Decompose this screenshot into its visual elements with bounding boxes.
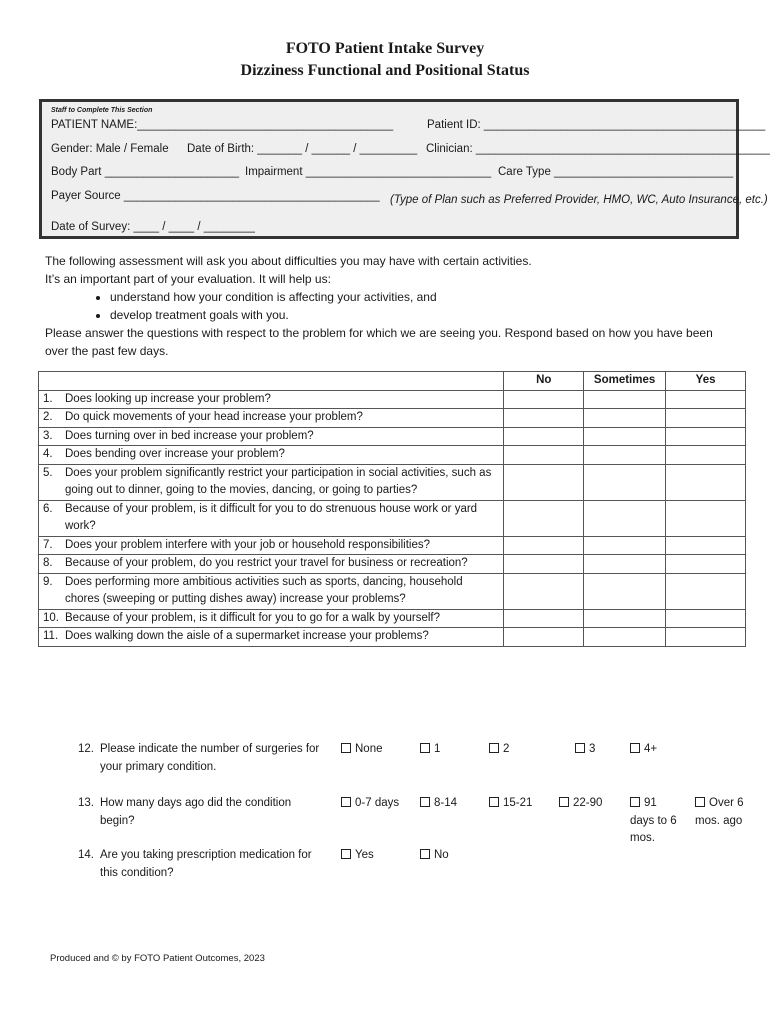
answer-cell-yes[interactable] [666,536,746,555]
impairment-field[interactable]: Impairment _____________________________ [245,166,492,178]
answer-cell-yes[interactable] [666,464,746,500]
instructions-bullet: • develop treatment goals with you. [110,306,725,324]
q12-option-3[interactable]: 3 [575,741,595,759]
table-row [39,464,746,500]
answer-cell-sometimes[interactable] [584,427,666,446]
question-14 [76,847,331,882]
staff-section-label: Staff to Complete This Section [51,107,153,114]
question-number: 4. [43,448,53,460]
answer-cell-yes[interactable] [666,427,746,446]
answer-cell-no[interactable] [504,536,584,555]
answer-cell-sometimes[interactable] [584,609,666,628]
table-row [39,446,746,465]
date-of-birth-field[interactable]: Date of Birth: _______ / ______ / _________ [187,143,418,155]
question-cell [39,464,504,500]
question-number: 7. [43,538,53,551]
table-row [39,409,746,428]
gender-field[interactable]: Gender: Male / Female [51,143,169,155]
answer-cell-no[interactable] [504,573,584,609]
payer-source-field[interactable]: Payer Source ________________________________________ [51,190,380,202]
question-cell [39,390,504,409]
table-header-row [39,372,746,391]
staff-section [39,99,770,239]
question-cell [39,409,504,428]
answer-cell-yes[interactable] [666,555,746,574]
clinician-field[interactable]: Clinician: ______________________________________________ [426,143,770,155]
question-text: Does walking down the aisle of a supermarket increase your problems? [65,630,429,642]
answer-cell-no[interactable] [504,628,584,647]
q12-option-2[interactable]: 2 [489,741,509,759]
answer-cell-no[interactable] [504,609,584,628]
answer-cell-no[interactable] [504,464,584,500]
table-row [39,427,746,446]
table-row [39,628,746,647]
question-number: 2. [43,411,53,423]
answer-cell-sometimes[interactable] [584,555,666,574]
checkbox-icon[interactable] [420,849,430,859]
question-cell [39,500,504,536]
q14-option-no[interactable]: No [420,847,449,865]
answer-cell-no[interactable] [504,409,584,428]
checkbox-icon[interactable] [489,797,499,807]
answer-cell-sometimes[interactable] [584,573,666,609]
question-text: How many days ago did the condition begin? [100,797,292,827]
answer-cell-sometimes[interactable] [584,500,666,536]
footer-copyright: Produced and © by FOTO Patient Outcomes, 2023 [50,953,265,964]
checkbox-icon[interactable] [420,743,430,753]
question-cell [39,555,504,574]
q12-option-none[interactable]: None [341,741,383,759]
care-type-field[interactable]: Care Type ____________________________ [498,166,734,178]
question-cell [39,609,504,628]
answer-cell-yes[interactable] [666,628,746,647]
checkbox-icon[interactable] [575,743,585,753]
q13-option-over-6-mos[interactable]: Over 6 mos. ago [695,797,744,827]
question-text: Does looking up increase your problem? [65,392,271,405]
answer-cell-no[interactable] [504,446,584,465]
question-number: 11. [43,630,59,642]
q13-option-22-90[interactable]: 22-90 [559,795,602,813]
instructions-line-1: The following assessment will ask you about difficulties you may have with certain activities. [45,254,532,268]
checkbox-icon[interactable] [489,743,499,753]
question-number: 5. [43,466,53,479]
checkbox-icon[interactable] [695,797,705,807]
table-row [39,573,746,609]
question-cell [39,536,504,555]
checkbox-icon[interactable] [341,849,351,859]
q13-option-8-14[interactable]: 8-14 [420,795,457,813]
no-column-header: No [504,372,584,391]
table-row [39,555,746,574]
answer-cell-no[interactable] [504,427,584,446]
answer-cell-no[interactable] [504,500,584,536]
form-title: FOTO Patient Intake Survey [285,40,485,57]
table-row [39,609,746,628]
q12-option-4plus[interactable]: 4+ [630,741,657,759]
answer-cell-yes[interactable] [666,573,746,609]
question-text: Please indicate the number of surgeries for your primary condition. [100,743,320,773]
sometimes-column-header: Sometimes [584,372,666,391]
question-number: 9. [43,575,53,588]
answer-cell-yes[interactable] [666,409,746,428]
table-row [39,390,746,409]
answer-cell-sometimes[interactable] [584,628,666,647]
q12-option-1[interactable]: 1 [420,741,440,759]
questionnaire-table [38,371,746,647]
q13-option-15-21[interactable]: 15-21 [489,795,532,813]
checkbox-icon[interactable] [341,743,351,753]
question-12 [76,741,331,776]
instructions [45,252,725,360]
question-number: 3. [43,429,53,442]
question-text: Because of your problem, is it difficult for you to go for a walk by yourself? [65,611,440,624]
question-cell [39,427,504,446]
question-number: 6. [43,502,53,515]
q13-option-0-7-days[interactable]: 0-7 days [341,795,399,813]
instructions-line-2: It’s an important part of your evaluation. It will help us: [45,272,331,286]
answer-cell-sometimes[interactable] [584,446,666,465]
question-text: Does turning over in bed increase your problem? [65,429,314,442]
question-cell [39,628,504,647]
answer-cell-yes[interactable] [666,446,746,465]
q14-option-yes[interactable]: Yes [341,847,374,865]
instructions-line-3: Please answer the questions with respect to the problem for which we are seeing you. Respond based on how you have been over the past few days. [45,326,713,358]
answer-cell-sometimes[interactable] [584,536,666,555]
answer-cell-sometimes[interactable] [584,390,666,409]
yes-column-header: Yes [666,372,746,391]
checkbox-icon[interactable] [420,797,430,807]
date-of-survey-field[interactable]: Date of Survey: ____ / ____ / ________ [51,221,255,233]
question-cell [39,446,504,465]
checkbox-icon[interactable] [559,797,569,807]
instructions-bullet: • understand how your condition is affecting your activities, and [110,288,725,306]
body-part-field[interactable]: Body Part _____________________ [51,166,240,178]
checkbox-icon[interactable] [341,797,351,807]
question-13 [76,795,331,830]
answer-cell-yes[interactable] [666,609,746,628]
checkbox-icon[interactable] [630,743,640,753]
table-row [39,500,746,536]
table-row [39,536,746,555]
question-number: 14. [78,849,94,861]
question-number: 8. [43,557,53,569]
question-text: Does your problem interfere with your job or household responsibilities? [65,538,430,551]
answer-cell-yes[interactable] [666,500,746,536]
question-number: 13. [78,797,94,809]
question-text: Are you taking prescription medication for this condition? [100,849,312,879]
question-text: Because of your problem, do you restrict your travel for business or recreation? [65,557,468,569]
question-column-header [39,372,504,391]
answer-cell-yes[interactable] [666,390,746,409]
question-number: 10. [43,611,59,624]
answer-cell-sometimes[interactable] [584,409,666,428]
payer-source-note: (Type of Plan such as Preferred Provider, HMO, WC, Auto Insurance, etc.) [390,194,768,206]
answer-cell-sometimes[interactable] [584,464,666,500]
question-text: Do quick movements of your head increase your problem? [65,411,363,423]
question-number: 12. [78,743,94,755]
answer-cell-no[interactable] [504,555,584,574]
question-text: Because of your problem, is it difficult for you to do strenuous house work or yard work? [65,502,478,532]
question-cell [39,573,504,609]
question-text: Does bending over increase your problem? [65,448,285,460]
checkbox-icon[interactable] [630,797,640,807]
patient-name-field[interactable]: PATIENT NAME:________________________________________ [51,119,394,131]
answer-cell-no[interactable] [504,390,584,409]
patient-id-field[interactable]: Patient ID: ____________________________________________ [427,119,766,131]
question-number: 1. [43,392,53,405]
form-subtitle: Dizziness Functional and Positional Status [240,62,530,79]
question-text: Does your problem significantly restrict your participation in social activities, such as going out to dinner, going to the movies, dancing, or going to parties? [65,466,492,496]
q13-option-91-days[interactable]: 91 days to 6 mos. [630,797,677,844]
question-text: Does performing more ambitious activities such as sports, dancing, household chores (sweeping or putting dishes away) increase your problems? [65,575,463,605]
